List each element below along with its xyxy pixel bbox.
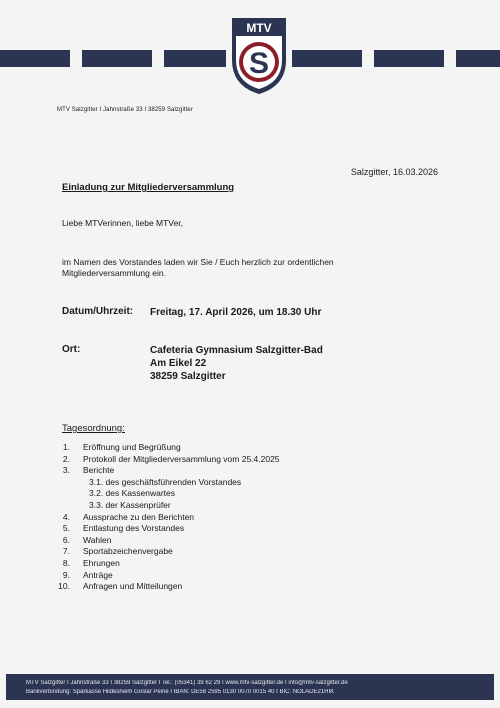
- agenda-number: 4.: [62, 511, 70, 522]
- location-label: Ort:: [62, 344, 81, 355]
- agenda-label: 3.3. der Kassenprüfer: [89, 499, 171, 510]
- mtv-logo: [230, 16, 288, 96]
- letter-subject: Einladung zur Mitgliederversammlung: [62, 182, 235, 193]
- agenda-number: 10.: [58, 581, 70, 592]
- agenda-label: Wahlen: [83, 534, 112, 545]
- footer-bank: Bankverbindung: Sparkasse Hildesheim Goslar Peine I IBAN: DE58 2595 0130 0070 0015 40 I BIC: NOLADE21HIK: [26, 689, 335, 695]
- agenda-number: 9.: [62, 569, 70, 580]
- sender-line: MTV Salzgitter I Jahnstraße 33 I 38259 Salzgitter: [57, 107, 193, 113]
- intro-text: [62, 257, 392, 278]
- logo-text: MTV: [246, 21, 272, 35]
- agenda-number: 3.: [62, 465, 70, 476]
- agenda-label: 3.1. des geschäftsführenden Vorstandes: [89, 476, 242, 487]
- agenda-label: Eröffnung und Begrüßung: [83, 442, 181, 452]
- agenda-number: 6.: [62, 534, 70, 545]
- agenda-label: Sportabzeichenvergabe: [83, 546, 173, 557]
- agenda-label: Anfragen und Mitteilungen: [83, 581, 183, 592]
- location-address: [150, 344, 323, 383]
- agenda-label: 3.2. des Kassenwartes: [89, 488, 175, 499]
- agenda-number: 1.: [62, 442, 70, 452]
- agenda-number: 5.: [62, 523, 70, 534]
- agenda-label: Protokoll der Mitgliederversammlung vom 25.4.2025: [83, 453, 280, 464]
- intro-line-2: Mitgliederversammlung ein.: [62, 267, 166, 278]
- agenda-number: 2.: [62, 453, 70, 464]
- location-line: Cafeteria Gymnasium Salzgitter-Bad: [150, 345, 323, 356]
- agenda-number: 7.: [62, 546, 70, 557]
- location-line: 38259 Salzgitter: [150, 371, 226, 382]
- footer-contact: MTV Salzgitter I Jahnstraße 33 I 38259 Salzgitter I Tel.: (05341) 39 62 29 I www.mtv-salzgitter.de I info@mtv-salzgitter.de: [26, 680, 348, 686]
- greeting: Liebe MTVerinnen, liebe MTVer,: [62, 218, 183, 228]
- datetime-label: Datum/Uhrzeit:: [62, 306, 134, 317]
- stripe-right: [292, 50, 500, 67]
- agenda-label: Aussprache zu den Berichten: [83, 511, 195, 522]
- datetime-value: Freitag, 17. April 2026, um 18.30 Uhr: [150, 307, 322, 318]
- footer-bar: [6, 674, 494, 700]
- logo-letter: S: [248, 47, 270, 80]
- agenda-label: Entlastung des Vorstandes: [83, 523, 185, 534]
- agenda-number: 8.: [62, 557, 70, 568]
- agenda-title: Tagesordnung:: [62, 423, 125, 434]
- agenda-label: Anträge: [83, 569, 113, 580]
- intro-line-1: im Namen des Vorstandes laden wir Sie / Euch herzlich zur ordentlichen: [62, 257, 334, 267]
- location-line: Am Eikel 22: [150, 358, 207, 369]
- stripe-left: [0, 50, 226, 67]
- agenda-label: Berichte: [83, 465, 115, 476]
- letter-date: Salzgitter, 16.03.2026: [350, 167, 438, 177]
- agenda-label: Ehrungen: [83, 557, 120, 568]
